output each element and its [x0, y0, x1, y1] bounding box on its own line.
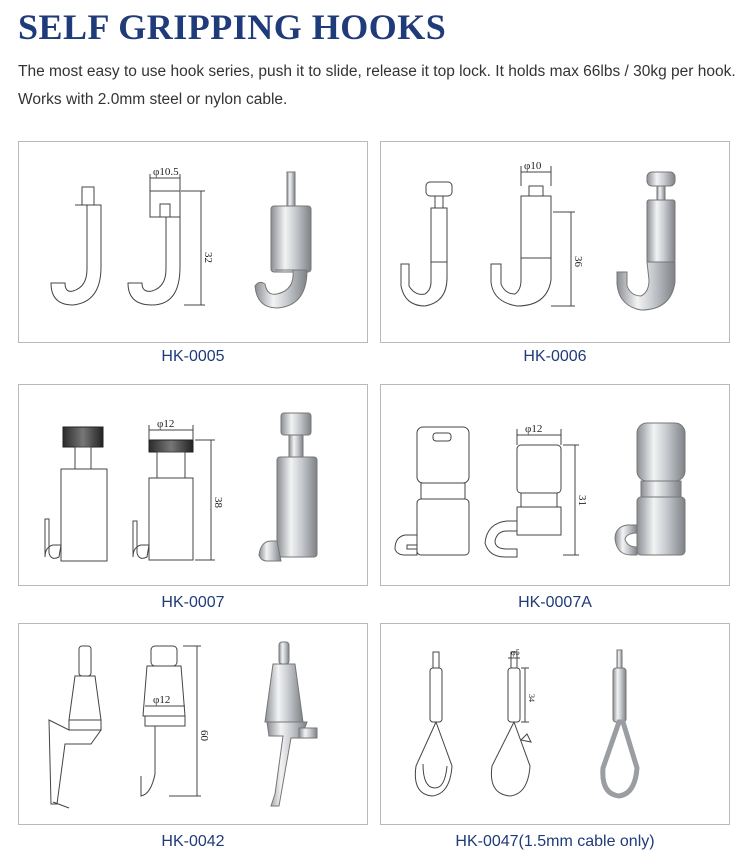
caption-hk-0005: HK-0005: [161, 348, 225, 365]
hk-0007-drawings: [19, 385, 369, 587]
page-description: The most easy to use hook series, push it to slide, release it top lock. It holds max 66lbs / 30kg per hook. Works with 2.0mm steel or nylon cable.: [18, 63, 736, 108]
caption-hk-0006: HK-0006: [523, 348, 587, 365]
product-panel-hk-0047: [380, 623, 730, 825]
caption-hk-0007a: HK-0007A: [518, 594, 592, 611]
caption-hk-0042: HK-0042: [161, 833, 225, 850]
hk-0007a-height-label: 31: [576, 495, 588, 506]
product-panel-hk-0006: [380, 141, 730, 343]
hk-0005-drawings: [19, 142, 369, 344]
product-panel-hk-0042: [18, 623, 368, 825]
hk-0006-diameter-label: φ10: [524, 160, 542, 172]
caption-hk-0047: HK-0047(1.5mm cable only): [455, 833, 655, 850]
hk-0042-diameter-label: φ12: [153, 694, 171, 706]
caption-hk-0007: HK-0007: [161, 594, 225, 611]
hk-0007-height-label: 38: [212, 497, 224, 508]
hk-0007a-diameter-label: φ12: [525, 423, 543, 435]
hk-0007a-drawings: [381, 385, 731, 587]
product-panel-hk-0007a: [380, 384, 730, 586]
product-panel-hk-0005: [18, 141, 368, 343]
hk-0042-drawings: [19, 624, 369, 826]
hk-0007-diameter-label: φ12: [157, 418, 175, 430]
hk-0047-height-label: 34: [527, 694, 536, 702]
hk-0047-diameter-label: φ5: [511, 648, 520, 657]
hk-0006-height-label: 36: [572, 256, 584, 267]
hk-0042-height-label: 60: [198, 730, 210, 741]
page-title: SELF GRIPPING HOOKS: [18, 7, 447, 47]
hk-0005-height-label: 32: [202, 252, 214, 263]
product-panel-hk-0007: [18, 384, 368, 586]
hk-0047-drawings: [381, 624, 731, 826]
hk-0006-drawings: [381, 142, 731, 344]
hk-0005-diameter-label: φ10.5: [153, 166, 179, 178]
